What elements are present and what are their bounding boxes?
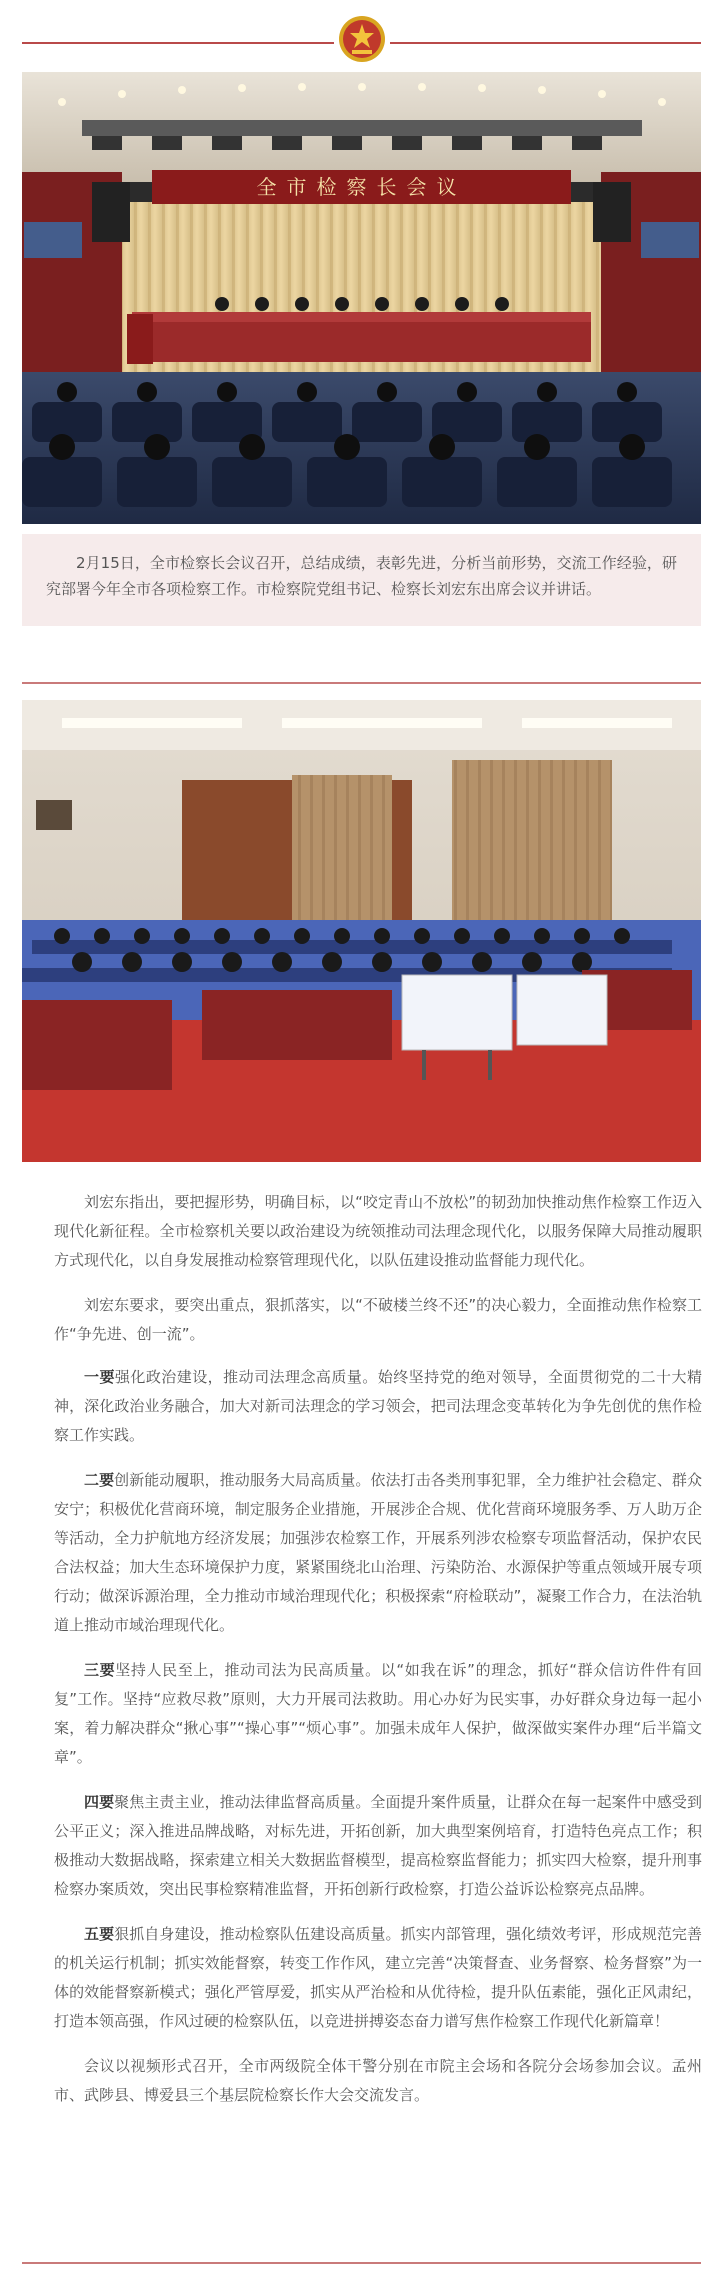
article-paragraph-4 (54, 1466, 702, 1640)
article-paragraph-2 (54, 1291, 702, 1349)
paragraph-lead: 四要 (84, 1793, 115, 1811)
paragraph-lead: 一要 (84, 1368, 115, 1386)
paragraph-text: 会议以视频形式召开，全市两级院全体干警分别在市院主会场和各院分会场参加会议。孟州市、武陟县、博爱县三个基层院检察长作大会交流发言。 (54, 2057, 702, 2104)
paragraph-lead: 五要 (84, 1925, 115, 1943)
article-paragraph-8 (54, 2052, 702, 2110)
procuratorate-emblem-icon (337, 14, 387, 64)
header-rule-left (22, 42, 334, 44)
article-paragraph-3 (54, 1363, 702, 1450)
article-paragraph-6 (54, 1788, 702, 1904)
paragraph-text: 聚焦主责主业，推动法律监督高质量。全面提升案件质量，让群众在每一起案件中感受到公平正义；深入推进品牌战略，对标先进，开拓创新，加大典型案例培育，打造特色亮点工作；积极推动大数据战略，探索建立相关大数据监督模型，提高检察监督能力；抓实四大检察，提升刑事检察办案质效，突出民事检察精准监督，开拓创新行政检察，打造公益诉讼检察亮点品牌。 (54, 1793, 702, 1898)
article-body (54, 1188, 702, 2126)
hall-banner-text: 全市检察长会议 (256, 175, 467, 199)
header-rule-right (390, 42, 701, 44)
paragraph-lead: 二要 (84, 1471, 115, 1489)
paragraph-text: 刘宏东指出，要把握形势，明确目标，以“咬定青山不放松”的韧劲加快推动焦作检察工作迈入现代化新征程。全市检察机关要以政治建设为统领推动司法理念现代化，以服务保障大局推动履职方式现代化，以自身发展推动检察管理现代化，以队伍建设推动监督能力现代化。 (54, 1193, 702, 1269)
conference-hall-photo (22, 72, 701, 524)
paragraph-text: 狠抓自身建设，推动检察队伍建设高质量。抓实内部管理，强化绩效考评，形成规范完善的机关运行机制；抓实效能督察，转变工作作风，建立完善“决策督查、业务督察、检务督察”为一体的效能督察新模式；强化严管厚爱，抓实从严治检和从优待检，提升队伍素能，强化正风肃纪，打造本领高强，作风过硬的检察队伍，以竞进拼搏姿态奋力谱写焦作检察工作现代化新篇章！ (54, 1925, 702, 2030)
paragraph-lead: 三要 (84, 1661, 116, 1679)
emblem-header (0, 0, 723, 72)
footer-divider (22, 2262, 701, 2264)
paragraph-text: 创新能动履职，推动服务大局高质量。依法打击各类刑事犯罪，全力维护社会稳定、群众安宁；积极优化营商环境，制定服务企业措施，开展涉企合规、优化营商环境服务季、万人助万企等活动，全力护航地方经济发展；加强涉农检察工作，开展系列涉农检察专项监督活动，保护农民合法权益；加大生态环境保护力度，紧紧围绕北山治理、污染防治、水源保护等重点领域开展专项行动；做深诉源治理，全力推动市域治理现代化；积极探索“府检联动”，凝聚工作合力，在法治轨道上推动市域治理现代化。 (54, 1471, 702, 1634)
paragraph-text: 强化政治建设，推动司法理念高质量。始终坚持党的绝对领导，全面贯彻党的二十大精神，深化政治业务融合，加大对新司法理念的学习领会，把司法理念变革转化为争先创优的焦作检察工作实践。 (54, 1368, 702, 1444)
article-paragraph-5 (54, 1656, 702, 1772)
photo-caption: 2月15日，全市检察长会议召开，总结成绩，表彰先进，分析当前形势，交流工作经验，研究部署今年全市各项检察工作。市检察院党组书记、检察长刘宏东出席会议并讲话。 (46, 554, 677, 598)
article-paragraph-1 (54, 1188, 702, 1275)
paragraph-text: 刘宏东要求，要突出重点，狠抓落实，以“不破楼兰终不还”的决心毅力，全面推动焦作检察工作“争先进、创一流”。 (54, 1296, 702, 1343)
article-paragraph-7 (54, 1920, 702, 2036)
paragraph-text: 坚持人民至上，推动司法为民高质量。以“如我在诉”的理念，抓好“群众信访件件有回复”工作。坚持“应救尽救”原则，大力开展司法救助。用心办好为民实事，办好群众身边每一起小案，着力解决群众“揪心事”“操心事”“烦心事”。加强未成年人保护，做深做实案件办理“后半篇文章”。 (54, 1661, 702, 1766)
branch-venue-photo (22, 700, 701, 1162)
section-divider (22, 682, 701, 684)
photo-caption-box (22, 534, 701, 626)
